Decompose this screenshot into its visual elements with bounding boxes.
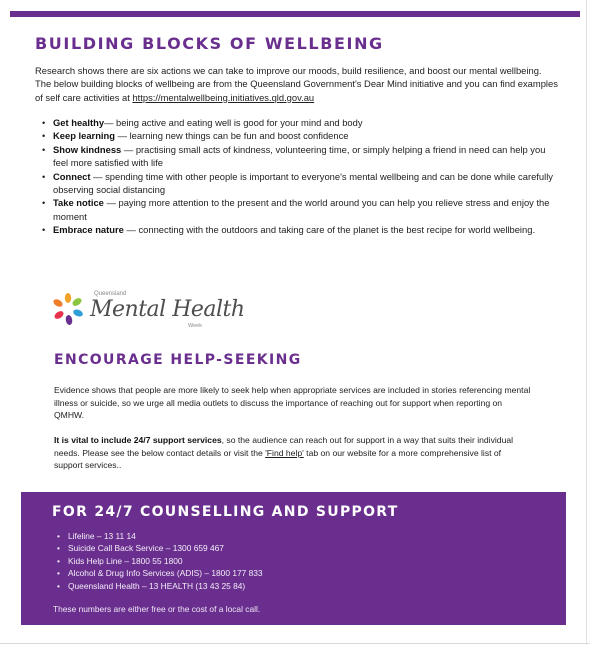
logo-week-text: Week [188,323,202,329]
list-item: • Suicide Call Back Service – 1300 659 467 [54,542,263,554]
item-term: Keep learning [53,130,115,142]
list-item [35,143,560,170]
list-item: • Kids Help Line – 1800 55 1800 [54,555,263,567]
building-blocks-heading: BUILDING BLOCKS OF WELLBEING [35,34,384,53]
help-seeking-paragraph-1: Evidence shows that people are more likely to seek help when appropriate services are included in stories referencing mental illness or suicide, so we urge all media outlets to discuss the importance of reaching out for support when reporting on QMHW. [54,385,531,420]
logo-region-text: Queensland [94,291,127,297]
logo-wordmark: Mental Health [90,297,245,322]
paragraph-text: , so the audience can reach out for support in a way that suits their individual needs. Please see the below contact details or visit the [54,435,514,458]
item-term: Take notice [53,197,104,209]
item-term: Get healthy [53,117,105,128]
flower-logo-icon [50,290,86,328]
vital-services-emphasis: It is vital to include 24/7 support services [54,435,222,445]
item-text: — being active and eating well is good for your mind and body [104,117,363,128]
top-accent-bar [10,11,580,17]
list-item: • Queensland Health – 13 HEALTH (13 43 25 84) [54,580,263,592]
wellbeing-website-link[interactable]: https://mentalwellbeing.initiatives.qld.gov.au [132,91,315,103]
support-services-panel [21,492,566,625]
list-item [35,129,560,142]
mental-health-week-logo [50,288,245,332]
item-text: — learning new things can be fun and boost confidence [115,130,349,142]
support-services-list [54,530,263,592]
building-blocks-list [35,116,560,237]
building-blocks-intro [35,64,560,104]
item-term: Show kindness [53,143,122,155]
item-term: Embrace nature [53,224,124,236]
intro-text: Research shows there are six actions we can take to improve our moods, build resilience, and boost our mental wellbeing. The below building blocks of wellbeing are from the Queensland Government's Dear Mind initiative and you can find examples of self care activities at [35,65,558,103]
help-seeking-heading: ENCOURAGE HELP-SEEKING [54,352,302,368]
list-item: • Lifeline – 13 11 14 [54,530,263,542]
list-item [35,196,560,223]
support-cost-note: These numbers are either free or the cost of a local call. [53,604,261,614]
find-help-link[interactable]: 'Find help' [265,447,304,458]
list-item: • Alcohol & Drug Info Services (ADIS) – 1800 177 833 [54,567,263,579]
item-text: — spending time with other people is important to everyone's mental wellbeing and can be done while carefully observing social distancing [53,170,553,196]
item-text: — connecting with the outdoors and taking care of the planet is the best recipe for world wellbeing. [123,224,536,236]
item-text: — paying more attention to the present and the world around you can help you relieve stress and enjoy the moment [53,197,550,222]
item-text: — practising small acts of kindness, volunteering time, or simply helping a friend in need can help you feel more satisfied with life [53,143,546,169]
paragraph-text-end: tab on our website for a more comprehensive list of support services.. [54,447,502,470]
list-item [35,116,560,129]
item-term: Connect [53,170,91,182]
list-item [35,223,560,236]
support-heading: FOR 24/7 COUNSELLING AND SUPPORT [52,504,399,520]
page-edge-right [586,0,587,645]
page-edge-bottom [0,643,590,644]
list-item [35,170,560,197]
help-seeking-paragraph-2 [54,434,532,472]
